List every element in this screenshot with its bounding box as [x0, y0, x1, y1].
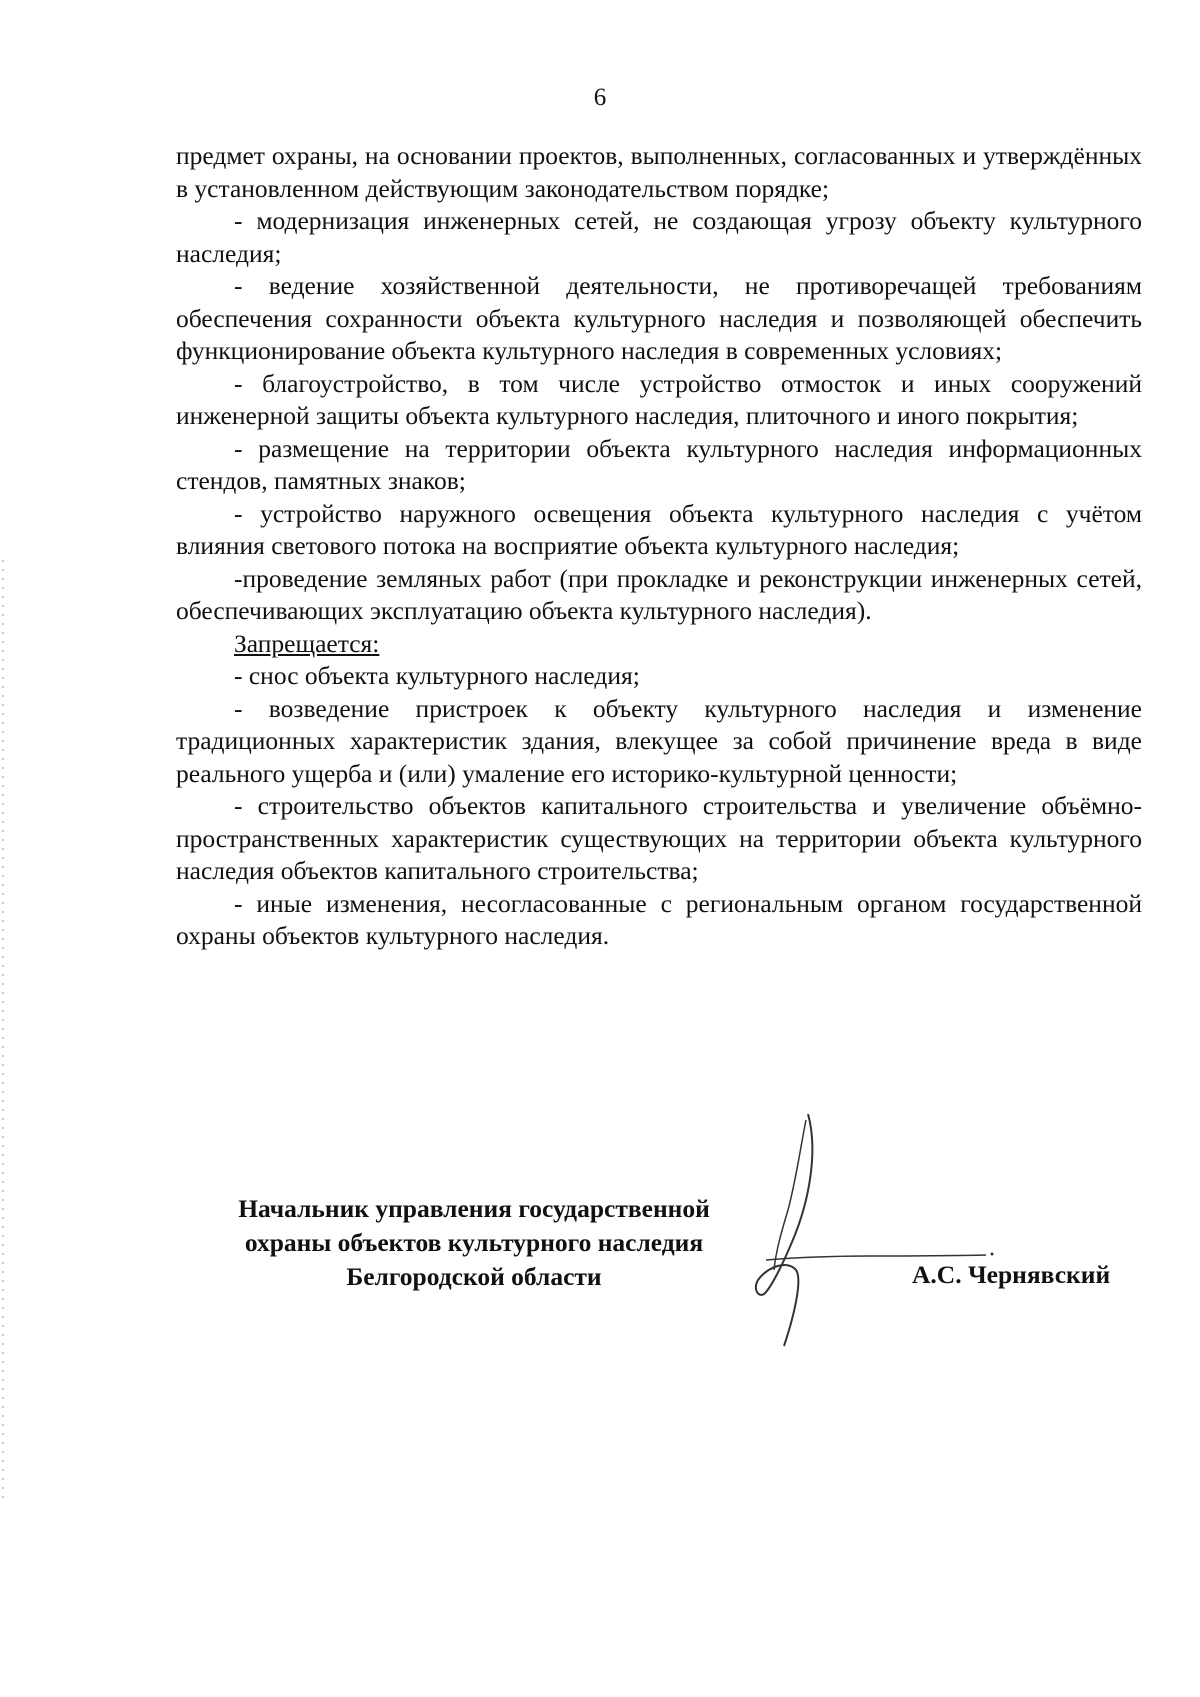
- prohibited-item: - возведение пристроек к объекту культурного наследия и изменение традиционных характеристик здания, влекущее за собой причинение вреда в виде реального ущерба и (или) умаление его историко-культурной ценности;: [176, 693, 1142, 788]
- prohibited-heading-text: Запрещается:: [234, 628, 380, 658]
- prohibited-heading: [176, 628, 1142, 661]
- paragraph: предмет охраны, на основании проектов, выполненных, согласованных и утверждённых в установленном действующим законодательством порядке;: [176, 141, 1142, 203]
- signatory-position-line: Начальник управления государственной: [238, 1194, 710, 1223]
- signatory-position-line: Белгородской области: [346, 1262, 602, 1291]
- list-item: - благоустройство, в том числе устройство отмосток и иных сооружений инженерной защиты объекта культурного наследия, плиточного и иного покрытия;: [176, 368, 1142, 430]
- list-item: - размещение на территории объекта культурного наследия информационных стендов, памятных знаков;: [176, 433, 1142, 495]
- list-item: - ведение хозяйственной деятельности, не противоречащей требованиям обеспечения сохранности объекта культурного наследия и позволяющей обеспечить функционирование объекта культурного наследия в современных условиях;: [176, 271, 1142, 365]
- list-item: - модернизация инженерных сетей, не создающая угрозу объекту культурного наследия;: [176, 206, 1142, 268]
- document-body: [176, 140, 1142, 953]
- page-number: 6: [593, 84, 607, 111]
- signatory-position: [196, 1192, 752, 1294]
- signatory-position-line: охраны объектов культурного наследия: [244, 1228, 704, 1257]
- scan-edge-marks: [2, 560, 4, 1500]
- list-item: -проведение земляных работ (при прокладке и реконструкции инженерных сетей, обеспечивающих эксплуатацию объекта культурного наследия).: [176, 563, 1142, 625]
- prohibited-item: - иные изменения, несогласованные с региональным органом государственной охраны объектов культурного наследия.: [176, 888, 1142, 950]
- list-item: - устройство наружного освещения объекта культурного наследия с учётом влияния светового потока на восприятие объекта культурного наследия;: [176, 498, 1142, 560]
- prohibited-item: - снос объекта культурного наследия;: [234, 661, 640, 690]
- handwritten-signature: [748, 1110, 998, 1350]
- signatory-name: А.С. Чернявский: [912, 1260, 1111, 1289]
- prohibited-item: - строительство объектов капитального строительства и увеличение объёмно-пространственных характеристик существующих на территории объекта культурного наследия объектов капитального строительства;: [176, 791, 1142, 885]
